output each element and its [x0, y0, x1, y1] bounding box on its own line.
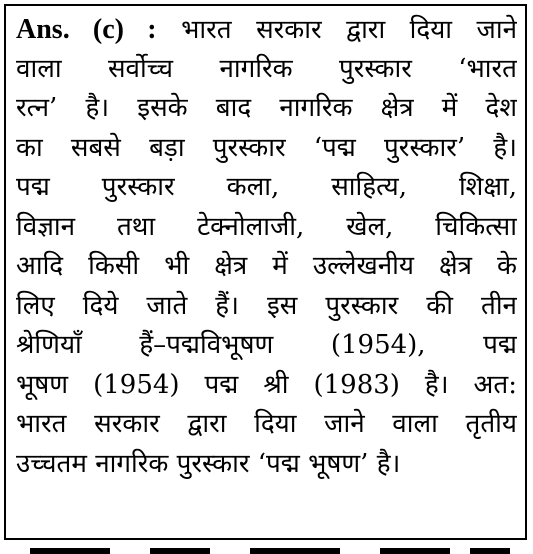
cut-off-text-fragment	[150, 548, 210, 554]
answer-line-12: उच्चतम नागरिक पुरस्कार ‘पद्म भूषण’ है।	[16, 448, 401, 479]
answer-line-7: आदि किसी भी क्षेत्र में उल्लेखनीय क्षेत्र के	[16, 251, 517, 281]
answer-line-4: का सबसे बड़ा पुरस्कार ‘पद्म पुरस्कार’ है।	[16, 132, 517, 163]
answer-line-2: वाला सर्वोच्च नागरिक पुरस्कार ‘भारत	[16, 53, 517, 84]
answer-line-9: श्रेणियाँ हैं–पद्मविभूषण (1954), पद्म	[16, 330, 517, 360]
answer-text-1: भारत सरकार द्वारा दिया जाने	[181, 15, 517, 45]
cut-off-text-fragment	[380, 548, 450, 554]
cut-off-next-line	[0, 542, 533, 554]
answer-label: Ans. (c) :	[16, 14, 157, 45]
answer-box	[4, 4, 527, 540]
answer-line-3: रत्न’ है। इसके बाद नागरिक क्षेत्र में देश	[16, 93, 517, 123]
answer-line-11: भारत सरकार द्वारा दिया जाने वाला तृतीय	[16, 409, 517, 439]
cut-off-text-fragment	[30, 548, 110, 554]
answer-line-10: भूषण (1954) पद्म श्री (1983) है। अत:	[16, 369, 517, 400]
answer-line-8: लिए दिये जाते हैं। इस पुरस्कार की तीन	[16, 290, 517, 321]
answer-line-6: विज्ञान तथा टेक्नोलाजी, खेल, चिकित्सा	[16, 211, 517, 242]
answer-line-5: पद्म पुरस्कार कला, साहित्य, शिक्षा,	[16, 172, 517, 202]
cut-off-text-fragment	[470, 548, 510, 554]
cut-off-text-fragment	[250, 548, 340, 554]
answer-line-1	[16, 10, 517, 50]
